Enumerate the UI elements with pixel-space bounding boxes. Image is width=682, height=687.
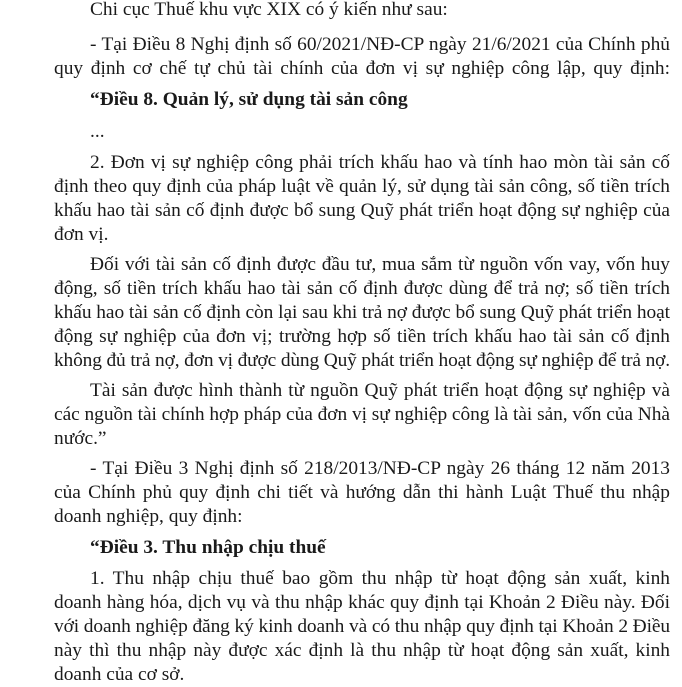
text-line: động sự nghiệp của đơn vị; trường hợp số tiền trích khấu hao tài sản cố định [54,326,670,347]
text-line: không đủ trả nợ, đơn vị được dùng Quỹ phát triển hoạt động sự nghiệp để trả nợ. [54,350,670,371]
text-line: doanh của cơ sở. [54,664,185,685]
text-line: Chi cục Thuế khu vực XIX có ý kiến như sau: [90,0,448,20]
text-line: ... [90,121,105,142]
text-line: đơn vị. [54,224,109,245]
text-line: - Tại Điều 8 Nghị định số 60/2021/NĐ-CP ngày 21/6/2021 của Chính phủ [90,34,670,55]
text-line: khấu hao tài sản cố định được bổ sung Quỹ phát triển hoạt động sự nghiệp của [54,200,670,221]
text-line: của Chính phủ quy định chi tiết và hướng dẫn thi hành Luật Thuế thu nhập [54,482,670,503]
text-line: Tài sản được hình thành từ nguồn Quỹ phát triển hoạt động sự nghiệp và [90,380,670,401]
article-heading: “Điều 8. Quản lý, sử dụng tài sản công [90,89,408,110]
text-line: động, số tiền trích khấu hao tài sản cố định được dùng để trả nợ; số tiền trích [54,278,670,299]
text-line: định theo quy định của pháp luật về quản lý, sử dụng tài sản công, số tiền trích [54,176,670,197]
text-line: này thì thu nhập này được xác định là thu nhập từ hoạt động sản xuất, kinh [54,640,670,661]
text-line: nước.” [54,428,107,449]
text-line: các nguồn tài chính hợp pháp của đơn vị sự nghiệp công là tài sản, vốn của Nhà [54,404,670,425]
text-line: quy định cơ chế tự chủ tài chính của đơn vị sự nghiệp công lập, quy định: [54,58,670,79]
text-line: - Tại Điều 3 Nghị định số 218/2013/NĐ-CP ngày 26 tháng 12 năm 2013 [90,458,670,479]
text-line: doanh nghiệp, quy định: [54,506,243,527]
text-line: 2. Đơn vị sự nghiệp công phải trích khấu hao và tính hao mòn tài sản cố [90,152,670,173]
text-line: doanh hàng hóa, dịch vụ và thu nhập khác quy định tại Khoản 2 Điều này. Đối [54,592,670,613]
text-line: với doanh nghiệp đăng ký kinh doanh và có thu nhập quy định tại Khoản 2 Điều [54,616,670,637]
article-heading: “Điều 3. Thu nhập chịu thuế [90,537,326,558]
text-line: 1. Thu nhập chịu thuế bao gồm thu nhập từ hoạt động sản xuất, kinh [90,568,670,589]
text-line: khấu hao tài sản cố định còn lại sau khi trả nợ được bổ sung Quỹ phát triển hoạt [54,302,670,323]
text-line: Đối với tài sản cố định được đầu tư, mua sắm từ nguồn vốn vay, vốn huy [90,254,670,275]
